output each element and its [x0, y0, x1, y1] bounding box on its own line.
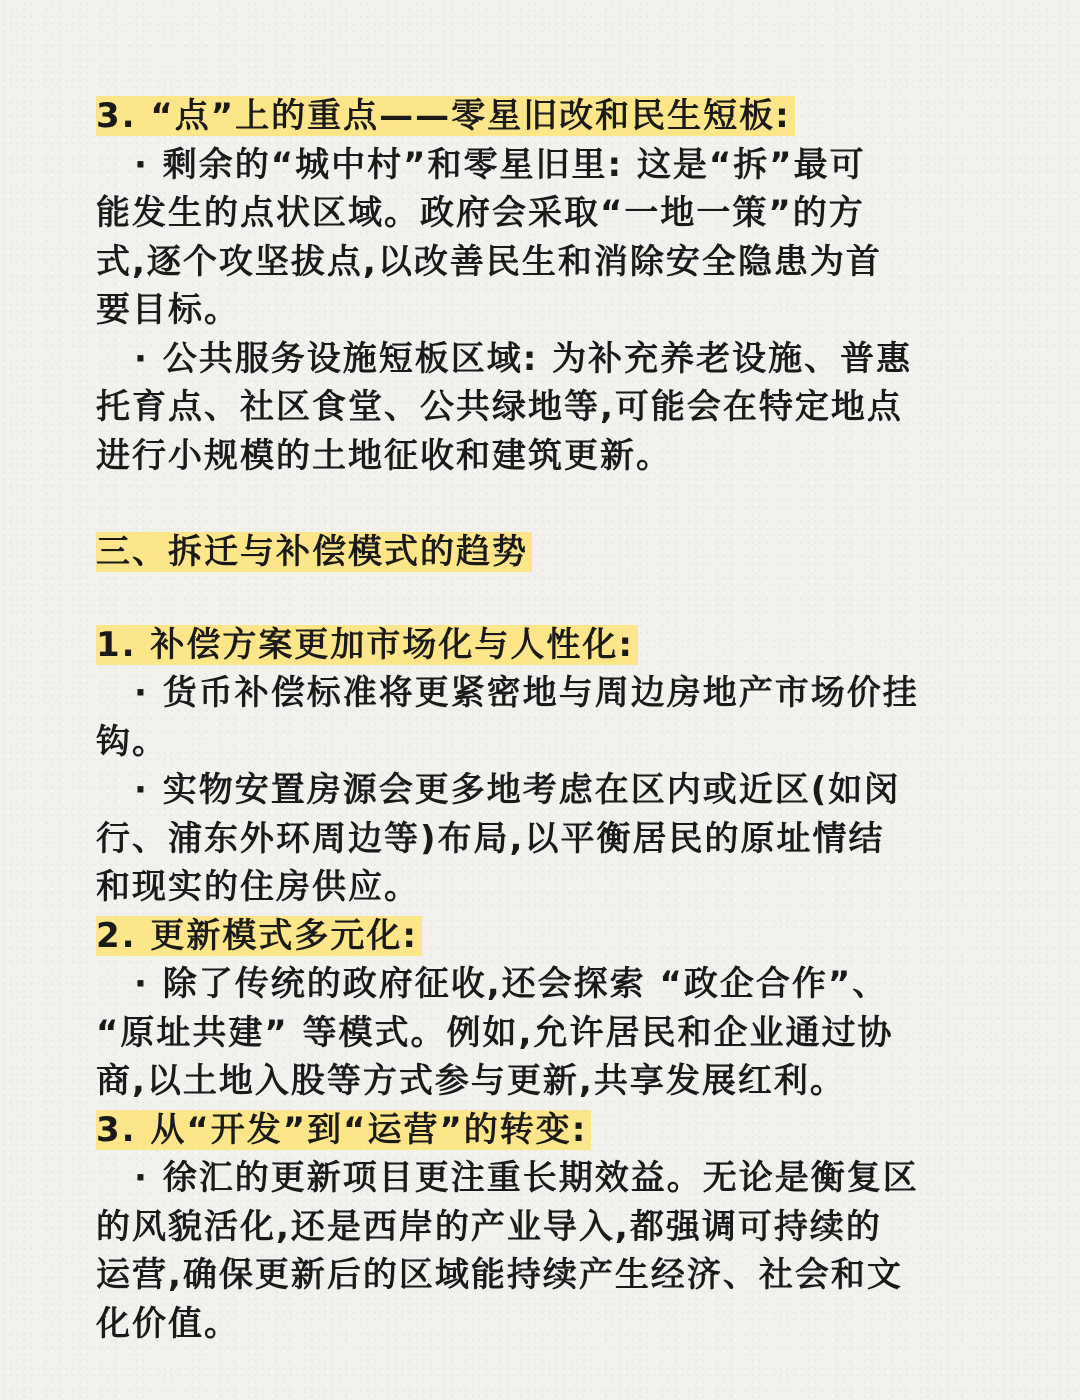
bullet-resettlement-housing	[96, 766, 984, 912]
text-line: 钩。	[96, 721, 168, 762]
text-line: 行、浦东外环周边等)布局,以平衡居民的原址情结	[96, 818, 885, 859]
bullet-monetary-compensation	[96, 669, 984, 766]
operation-heading	[96, 1106, 984, 1155]
highlight: 三、拆迁与补偿模式的趋势	[96, 532, 532, 572]
text-line: · 徐汇的更新项目更注重长期效益。无论是衡复区	[134, 1158, 919, 1198]
text-line: 运营,确保更新后的区域能持续产生经济、社会和文	[96, 1255, 903, 1295]
text-line: 化价值。	[96, 1303, 240, 1344]
text-line: 能发生的点状区域。政府会采取“一地一策”的方	[96, 193, 865, 233]
bullet-cooperation	[96, 960, 984, 1106]
renewal-mode-section	[96, 912, 984, 1106]
compensation-heading	[96, 621, 984, 670]
highlight: 1. 补偿方案更加市场化与人性化:	[96, 625, 638, 665]
text-line: 进行小规模的土地征收和建筑更新。	[96, 435, 672, 476]
text-line: 式,逐个攻坚拔点,以改善民生和消除安全隐患为首	[96, 241, 882, 282]
bullet-public-services	[96, 335, 984, 481]
text-line: · 剩余的“城中村”和零星旧里: 这是“拆”最可	[134, 144, 866, 185]
text-line: · 公共服务设施短板区域: 为补充养老设施、普惠	[134, 338, 913, 379]
renewal-mode-heading	[96, 912, 984, 961]
text-line: 的风貌活化,还是西岸的产业导入,都强调可持续的	[96, 1206, 882, 1247]
bullet-long-term-benefit	[96, 1154, 984, 1348]
bullet-urban-villages	[96, 141, 984, 335]
point-focus-heading	[96, 92, 984, 141]
text-line: · 除了传统的政府征收,还会探索 “政企合作”、	[134, 964, 889, 1004]
point-focus-section	[96, 92, 984, 480]
text-line: 要目标。	[96, 290, 240, 330]
highlight: 3. “点”上的重点——零星旧改和民生短板:	[96, 96, 795, 136]
highlight: 2. 更新模式多元化:	[96, 916, 422, 956]
text-line: · 货币补偿标准将更紧密地与周边房地产市场价挂	[134, 673, 919, 713]
operation-section	[96, 1106, 984, 1349]
text-line: 商,以土地入股等方式参与更新,共享发展红利。	[96, 1061, 846, 1101]
text-line: 和现实的住房供应。	[96, 867, 420, 907]
text-line: 托育点、社区食堂、公共绿地等,可能会在特定地点	[96, 387, 903, 427]
highlight: 3. 从“开发”到“运营”的转变:	[96, 1110, 591, 1150]
text-line: “原址共建” 等模式。例如,允许居民和企业通过协	[96, 1012, 894, 1053]
compensation-section	[96, 621, 984, 912]
section-title	[96, 528, 984, 577]
text-line: · 实物安置房源会更多地考虑在区内或近区(如闵	[134, 770, 901, 810]
